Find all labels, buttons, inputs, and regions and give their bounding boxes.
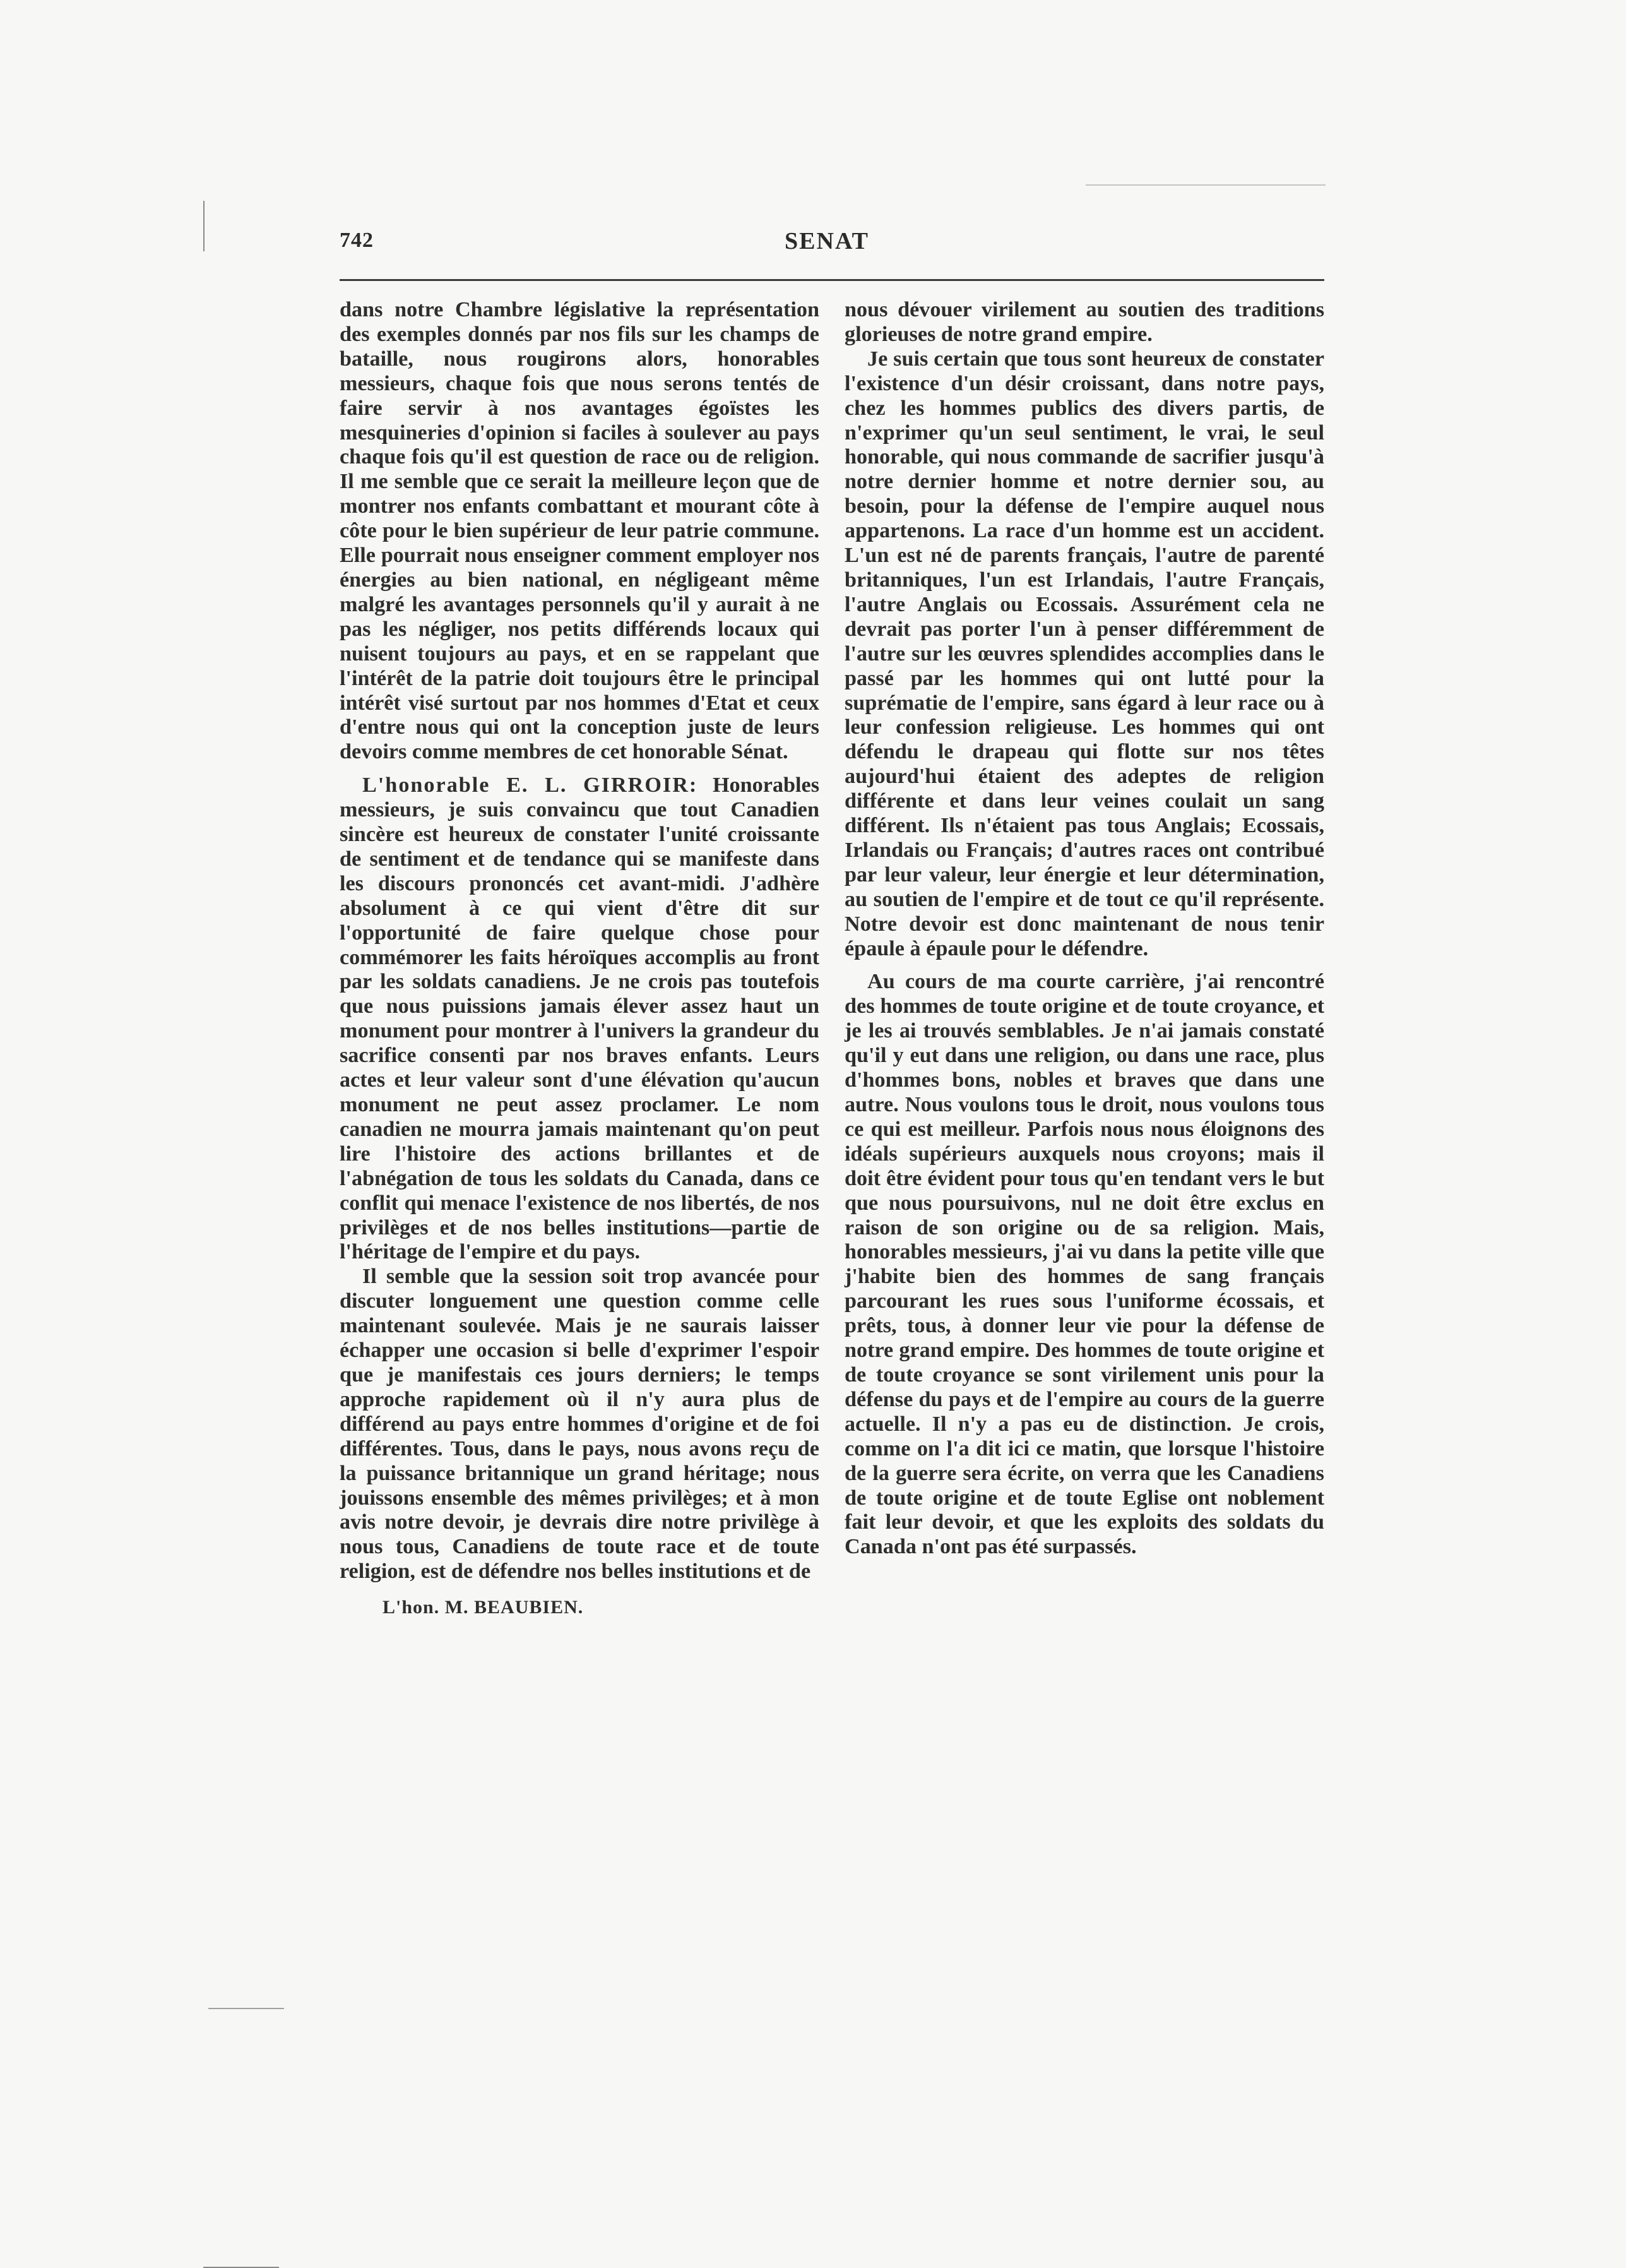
paragraph: nous dévouer virilement au soutien des traditions glorieuses de notre grand empire. xyxy=(845,298,1324,346)
header-rule xyxy=(340,279,1324,281)
speech-text: Honorables messieurs, je suis convaincu que tout Canadien sincère est heureux de constater l'unité croissante de sentiment et de tendance qui se manifeste dans les discours prononcés cet avant-midi. J'adhère absolument à ce qui vient d'être dit sur l'opportunité de faire quelque chose pour commémorer les faits héroïques accomplis au front par les soldats canadiens. Je ne crois pas toutefois que nous puissions jamais élever assez haut un monument pour montrer à l'univers la grandeur du sacrifice consenti par nos braves enfants. Leurs actes et leur valeur sont d'une élévation qu'aucun monument ne peut assez proclamer. Le nom canadien ne mourra jamais maintenant qu'on peut lire l'histoire des actions brillantes et de l'abnégation de tous les soldats du Canada, dans ce conflit qui menace l'existence de nos libertés, de nos privilèges et de nos belles institutions—partie de l'héritage de l'empire et du pays. xyxy=(340,773,819,1264)
footer-speaker-name: L'hon. M. BEAUBIEN. xyxy=(383,1597,584,1618)
scan-mark xyxy=(1086,184,1326,186)
paragraph: Il semble que la session soit trop avancée pour discuter longuement une question comme celle maintenant soulevée. Mais je ne saurais laisser échapper une occasion si belle d'exprimer l'espoir que je manifestais ces jours derniers; le temps approche rapidement où il n'y aura plus de différend au pays entre hommes d'origine et de foi différentes. Tous, dans le pays, nous avons reçu de la puissance britannique un grand héritage; nous jouissons ensemble des mêmes privilèges; et à mon avis notre devoir, je devrais dire notre privilège à nous tous, Canadiens de toute race et de toute religion, est de défendre nos belles institutions et de xyxy=(340,1265,819,1584)
paragraph: Je suis certain que tous sont heureux de constater l'existence d'un désir croissant, dans notre pays, chez les hommes publics des divers partis, de n'exprimer qu'un seul sentiment, le vrai, le seul honorable, qui nous commande de sacrifier jusqu'à notre dernier homme et notre dernier sou, au besoin, pour la défense de l'empire auquel nous appartenons. La race d'un homme est un accident. L'un est né de parents français, l'autre de parenté britanniques, l'un est Irlandais, l'autre Français, l'autre Anglais ou Ecossais. Assurément cela ne devrait pas porter l'un à penser différemment de l'autre sur les œuvres splendides accomplies dans le passé par les hommes qui ont lutté pour la suprématie de l'empire, sans égard à leur race ou à leur confession religieuse. Les hommes qui ont défendu le drapeau qui flotte sur nos têtes aujourd'hui étaient des adeptes de religion différente et dans leur veines coulait un sang différent. Ils n'étaient pas tous Anglais; Ecossais, Irlandais ou Français; d'autres races ont contribué par leur valeur, leur énergie et leur détermination, au soutien de l'empire et de tout ce qu'il représente. Notre devoir est donc maintenant de nous tenir épaule à épaule pour le défendre. xyxy=(845,347,1324,960)
paragraph: dans notre Chambre législative la représentation des exemples donnés par nos fils sur les champs de bataille, nous rougirons alors, honorables messieurs, chaque fois que nous serons tentés de faire servir à nos avantages égoïstes les mesquineries d'opinion si faciles à soulever au pays chaque fois qu'il est question de race ou de religion. Il me semble que ce serait la meilleure leçon que de montrer nos enfants combattant et mourant côte à côte pour le bien supérieur de leur patrie commune. Elle pourrait nous enseigner comment employer nos énergies au bien national, en négligeant même malgré les avantages personnels qu'il y aurait à ne pas les négliger, nos petits différends locaux qui nuisent toujours au pays, et en se rappelant que l'intérêt de la patrie doit toujours être le principal intérêt visé surtout par nos hommes d'Etat et ceux d'entre nous qui ont la conception juste de leurs devoirs comme membres de cet honorable Sénat. xyxy=(340,298,819,764)
running-head: SENAT xyxy=(785,228,869,254)
right-column xyxy=(845,298,1324,1560)
paragraph xyxy=(340,773,819,1265)
paragraph: Au cours de ma courte carrière, j'ai rencontré des hommes de toute origine et de toute croyance, et je les ai trouvés semblables. Je n'ai jamais constaté qu'il y eut dans une religion, ou dans une race, plus d'hommes bons, nobles et braves que dans une autre. Nous voulons tous le droit, nous voulons tous ce qui est meilleur. Parfois nous nous éloignons des idéals supérieurs auxquels nous croyons; mais il doit être évident pour tous qu'en tendant vers le but que nous poursuivons, nul ne doit être exclus en raison de son origine ou de sa religion. Mais, honorables messieurs, j'ai vu dans la petite ville que j'habite bien des hommes de sang français parcourant les rues sous l'uniforme écossais, et prêts, tous, à donner leur vie pour la défense de notre grand empire. Des hommes de toute origine et de toute croyance se sont virilement unis pour la défense du pays et de l'empire au cours de la guerre actuelle. Il n'y a pas eu de distinction. Je crois, comme on l'a dit ici ce matin, que lorsque l'histoire de la guerre sera écrite, on verra que les Canadiens de toute origine et de toute Eglise ont noblement fait leur devoir, et que les exploits des soldats du Canada n'ont pas été surpassés. xyxy=(845,970,1324,1559)
speaker-name: L'honorable E. L. GIRROIR: xyxy=(362,773,698,797)
page-number: 742 xyxy=(340,229,374,252)
scan-mark xyxy=(203,201,205,251)
scan-mark xyxy=(208,2008,284,2009)
left-column xyxy=(340,298,819,1620)
